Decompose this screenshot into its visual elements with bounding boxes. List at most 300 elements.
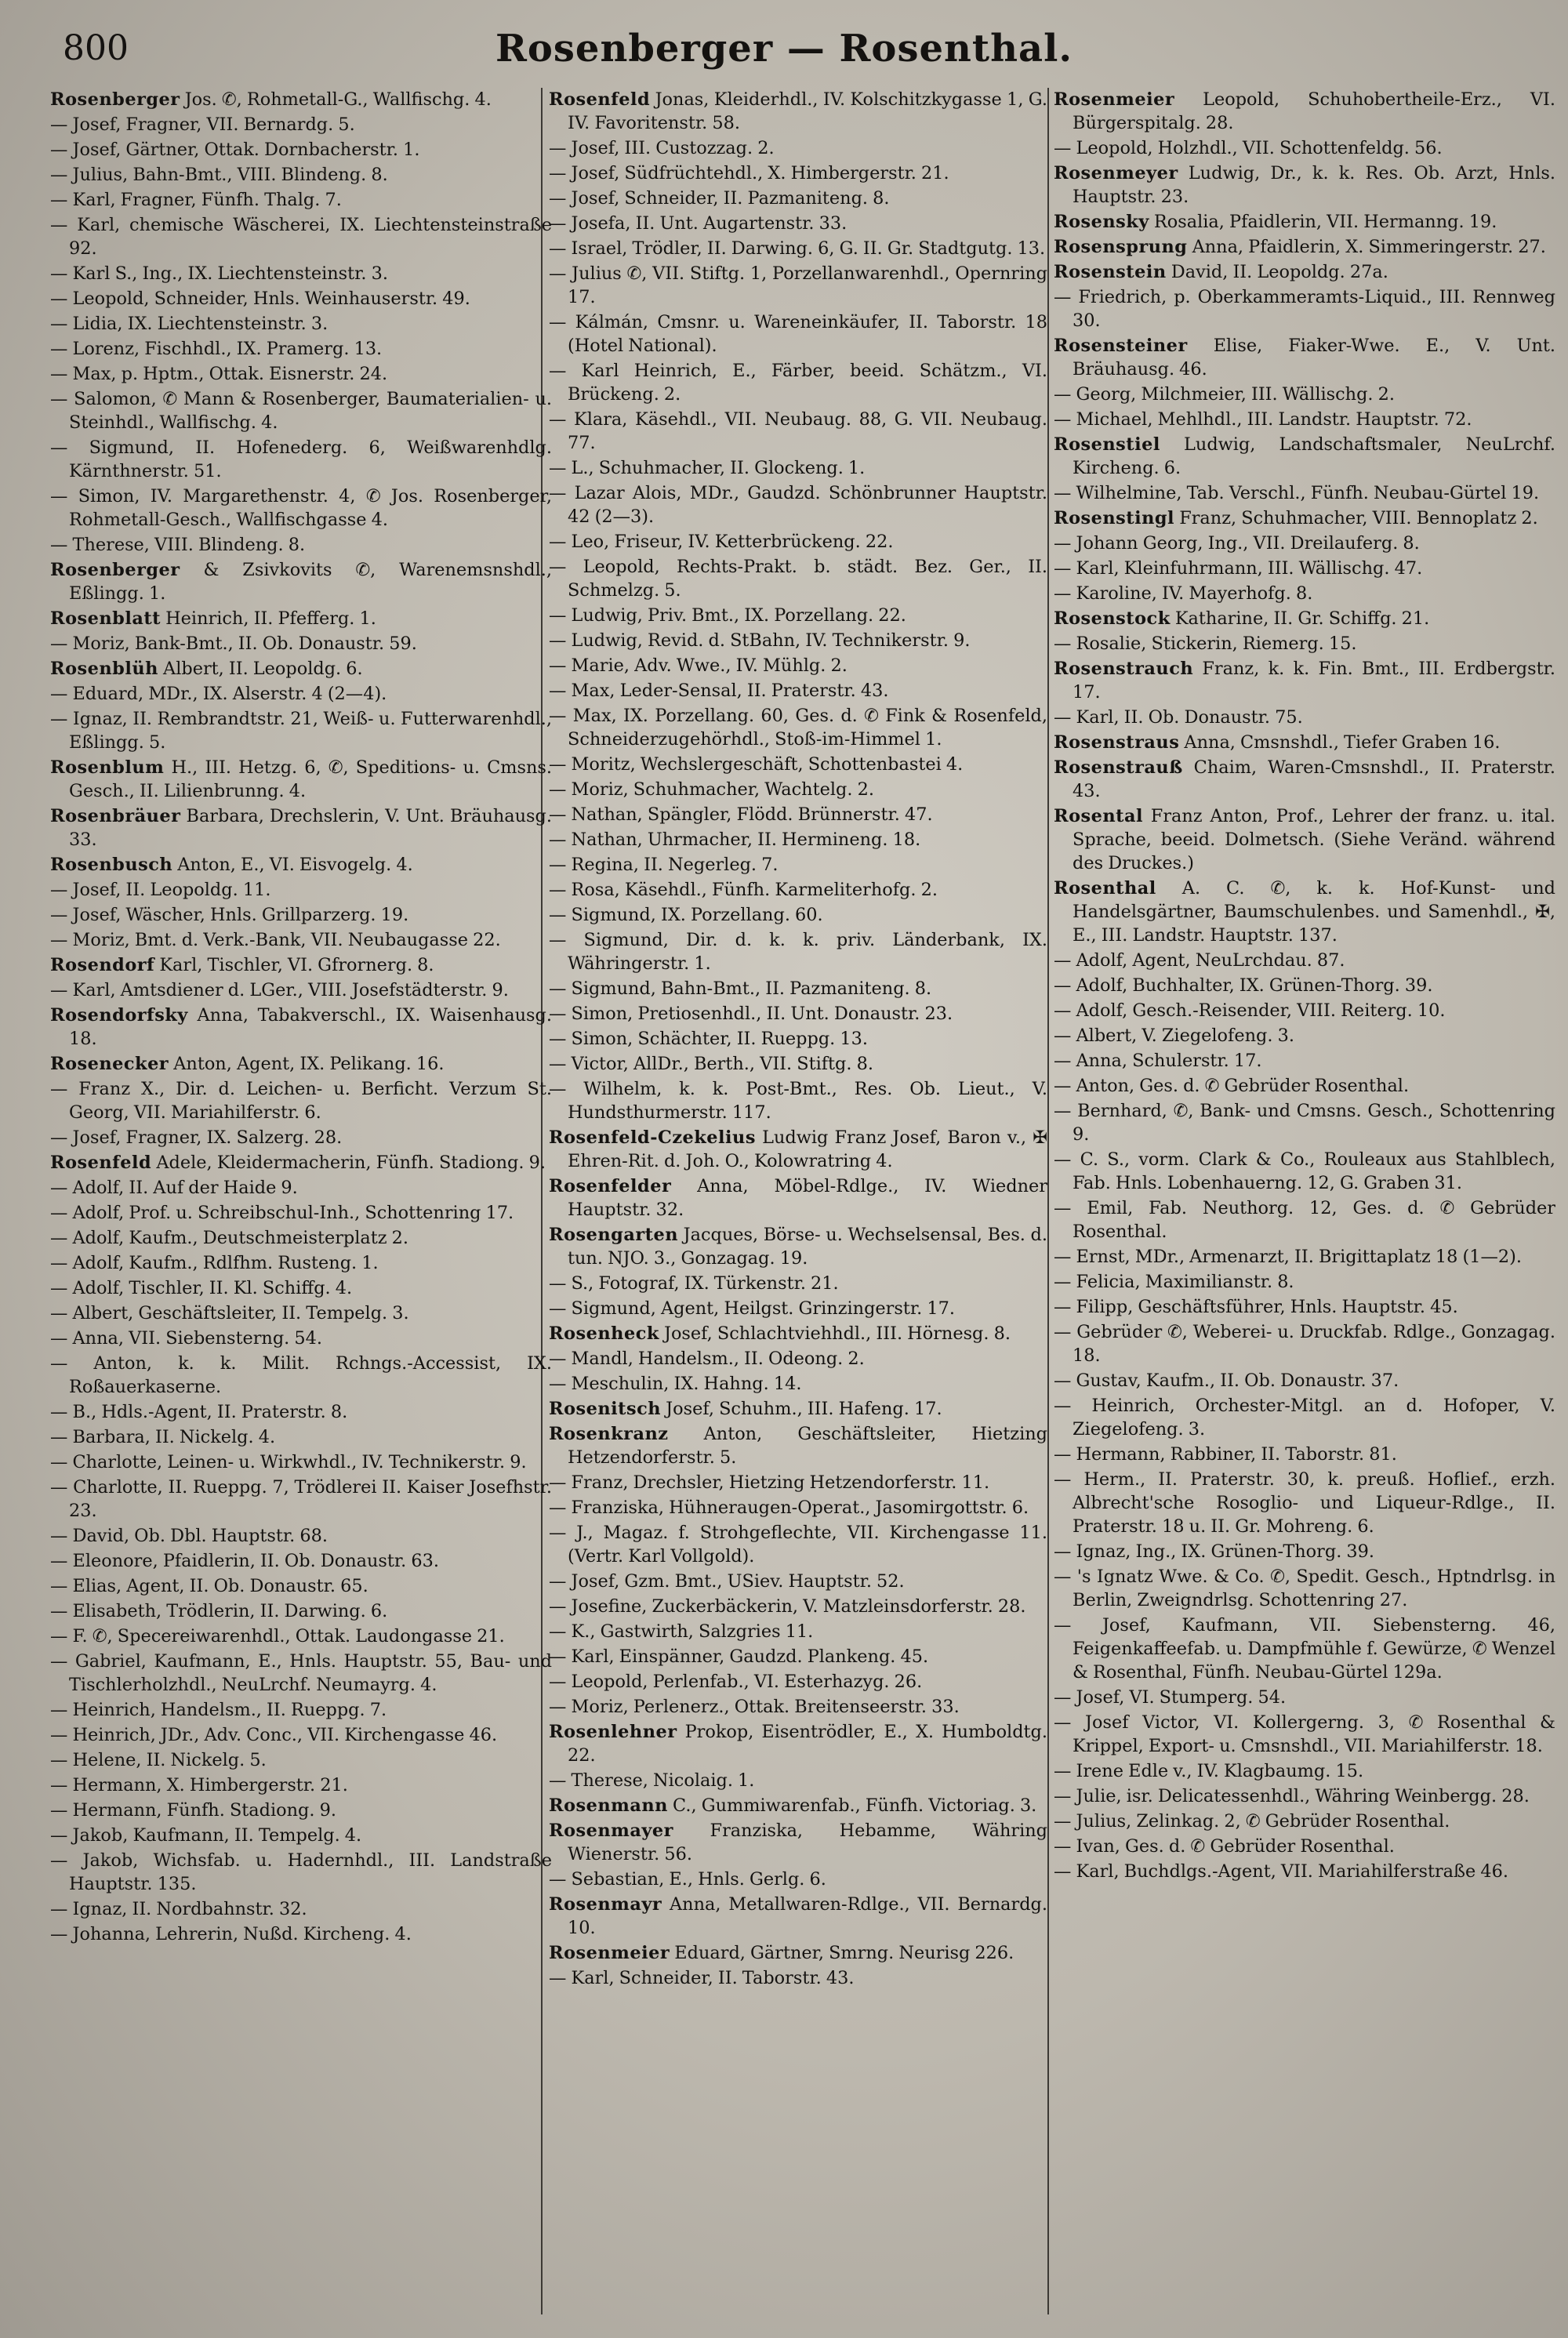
directory-entry [549, 1966, 1047, 1990]
directory-entry [1054, 756, 1555, 803]
directory-entry [50, 1897, 552, 1921]
entry-text: Adele, Kleidermacherin, Fünfh. Stadiong. 9. [151, 1153, 546, 1173]
directory-entry [50, 657, 552, 681]
directory-entry [50, 1276, 552, 1300]
directory-entry [1054, 235, 1555, 259]
directory-entry [1054, 804, 1555, 875]
directory-entry [549, 1720, 1047, 1767]
entry-text: — Hermann, Fünfh. Stadiong. 9. [50, 1800, 336, 1821]
entry-text: — Wilhelm, k. k. Post-Bmt., Res. Ob. Lieut., V. Hundsthurmerstr. 117. [549, 1079, 1047, 1123]
entry-text: — Ivan, Ges. d. ✆ Gebrüder Rosenthal. [1054, 1836, 1395, 1857]
entry-text: Barbara, Drechslerin, V. Unt. Bräuhausg. 33. [69, 806, 552, 850]
directory-entry [50, 1400, 552, 1424]
entry-text: — Eduard, MDr., IX. Alserstr. 4 (2—4). [50, 684, 387, 704]
directory-entry [50, 1201, 552, 1225]
directory-entry [50, 804, 552, 851]
directory-entry [549, 262, 1047, 309]
entry-text: — Meschulin, IX. Hahng. 14. [549, 1374, 802, 1394]
entry-text: — L., Schuhmacher, II. Glockeng. 1. [549, 458, 866, 478]
entry-text: — Simon, IV. Margarethenstr. 4, ✆ Jos. Rosenberger, Rohmetall-Gesch., Wallfischgasse 4. [50, 486, 552, 530]
entry-text: — Karl, chemische Wäscherei, IX. Liechtensteinstraße 92. [50, 215, 552, 259]
entry-text: — Ernst, MDr., Armenarzt, II. Brigittaplatz 18 (1—2). [1054, 1247, 1522, 1267]
directory-entry [549, 903, 1047, 927]
entry-text: — Therese, VIII. Blindeng. 8. [50, 535, 306, 555]
directory-entry [549, 456, 1047, 480]
directory-entry [50, 312, 552, 336]
entry-surname: Rosenbräuer [50, 806, 181, 826]
entry-surname: Rosenfelder [549, 1176, 672, 1196]
entry-text: — Karl, II. Ob. Donaustr. 75. [1054, 707, 1303, 728]
entry-text: — Max, IX. Porzellang. 60, Ges. d. ✆ Fink & Rosenfeld, Schneiderzugehörhdl., Stoß-im-Himmel 1. [549, 706, 1047, 750]
directory-entry [1054, 557, 1555, 580]
directory-entry [1054, 260, 1555, 284]
directory-entry [549, 1570, 1047, 1593]
entry-text: — Ignaz, II. Rembrandtstr. 21, Weiß- u. Futterwarenhdl., Eßlingg. 5. [50, 709, 552, 753]
page-header [0, 22, 1568, 77]
entry-text: — Anton, Ges. d. ✆ Gebrüder Rosenthal. [1054, 1076, 1410, 1096]
directory-entry [50, 262, 552, 285]
entry-text: — Julius, Bahn-Bmt., VIII. Blindeng. 8. [50, 165, 388, 185]
entry-text: — Leopold, Perlenfab., VI. Esterhazyg. 26. [549, 1672, 923, 1692]
directory-entry [549, 928, 1047, 975]
directory-entry [1054, 1074, 1555, 1098]
directory-entry [50, 188, 552, 212]
entry-text: — Sigmund, Dir. d. k. k. priv. Länderbank, IX. Währingerstr. 1. [549, 930, 1047, 974]
entry-text: — Adolf, Gesch.-Reisender, VIII. Reiterg. 10. [1054, 1000, 1446, 1021]
directory-entry [549, 604, 1047, 627]
directory-entry [50, 1723, 552, 1747]
entry-text: — Franz, Drechsler, Hietzing Hetzendorferstr. 11. [549, 1472, 990, 1493]
entry-text: — Josef, VI. Stumperg. 54. [1054, 1687, 1287, 1708]
entry-text: — Leopold, Rechts-Prakt. b. städt. Bez. Ger., II. Schmelzg. 5. [549, 557, 1047, 601]
entry-surname: Rosenthal [1054, 878, 1156, 899]
directory-entry [549, 88, 1047, 135]
directory-entry [1054, 1443, 1555, 1466]
entry-text: — Sebastian, E., Hnls. Gerlg. 6. [549, 1869, 826, 1890]
entry-text: Josef, Schuhm., III. Hafeng. 17. [661, 1399, 942, 1419]
entry-text: Anton, E., VI. Eisvogelg. 4. [172, 855, 413, 875]
directory-entry [549, 1223, 1047, 1270]
entry-text: Ludwig, Landschaftsmaler, NeuLrchf. Kircheng. 6. [1073, 434, 1555, 478]
directory-entry [50, 436, 552, 483]
entry-surname: Rosenstock [1054, 608, 1171, 629]
directory-entry [549, 1422, 1047, 1469]
entry-text: — Simon, Schächter, II. Rueppg. 13. [549, 1029, 869, 1049]
entry-text: Eduard, Gärtner, Smrng. Neurisg 226. [670, 1943, 1014, 1963]
directory-entry [50, 1849, 552, 1896]
entry-surname: Rosenmeier [1054, 89, 1175, 110]
directory-entry [50, 113, 552, 136]
entry-surname: Rosenfeld-Czekelius [549, 1127, 756, 1148]
directory-entry [549, 1126, 1047, 1173]
directory-entry [549, 1002, 1047, 1026]
entry-text: — Franz X., Dir. d. Leichen- u. Berficht. Verzum St. Georg, VII. Mariahilferstr. 6. [50, 1079, 552, 1123]
directory-entry [50, 138, 552, 162]
directory-entry [1054, 1099, 1555, 1146]
entry-surname: Rosenstiel [1054, 434, 1160, 455]
directory-entry [1054, 657, 1555, 704]
directory-entry [50, 878, 552, 902]
directory-entry [50, 1425, 552, 1449]
directory-entry [50, 707, 552, 754]
directory-entry [549, 1052, 1047, 1076]
directory-entry [1054, 1540, 1555, 1563]
directory-entry [549, 1272, 1047, 1295]
directory-entry [1054, 1270, 1555, 1294]
directory-entry [50, 607, 552, 630]
entry-surname: Rosenstraus [1054, 732, 1180, 753]
directory-entry [1054, 433, 1555, 480]
entry-text: — Josef, Fragner, VII. Bernardg. 5. [50, 114, 355, 135]
directory-entry [1054, 1369, 1555, 1392]
entry-text: — Anton, k. k. Milit. Rchngs.-Accessist, IX. Roßauerkaserne. [50, 1353, 552, 1397]
entry-surname: Rosenfeld [50, 1153, 152, 1173]
entry-text: Ludwig, Dr., k. k. Res. Ob. Arzt, Hnls. Hauptstr. 23. [1073, 163, 1555, 207]
directory-entry [549, 359, 1047, 406]
entry-text: — Josef, II. Leopoldg. 11. [50, 880, 271, 900]
directory-entry [549, 1496, 1047, 1519]
directory-entry [1054, 506, 1555, 530]
directory-entry [549, 977, 1047, 1000]
entry-text: Franziska, Hebamme, Währing Wienerstr. 56. [568, 1821, 1047, 1864]
entry-text: — Jakob, Wichsfab. u. Hadernhdl., III. Landstraße Hauptstr. 135. [50, 1850, 552, 1894]
directory-entry [50, 1773, 552, 1797]
directory-entry [1054, 731, 1555, 754]
directory-entry [50, 337, 552, 361]
directory-entry [1054, 1295, 1555, 1319]
entry-surname: Rosenstingl [1054, 508, 1175, 528]
directory-entry [549, 1322, 1047, 1345]
directory-entry [1054, 162, 1555, 209]
entry-text: — Elias, Agent, II. Ob. Donaustr. 65. [50, 1576, 368, 1596]
directory-entry [50, 903, 552, 927]
directory-entry [50, 1077, 552, 1124]
entry-text: — Gustav, Kaufm., II. Ob. Donaustr. 37. [1054, 1370, 1399, 1391]
entry-text: — David, Ob. Dbl. Hauptstr. 68. [50, 1526, 328, 1546]
directory-entry [549, 1595, 1047, 1618]
entry-text: — Leo, Friseur, IV. Ketterbrückeng. 22. [549, 532, 894, 552]
directory-entry [50, 558, 552, 605]
entry-text: — Adolf, II. Auf der Haide 9. [50, 1178, 298, 1198]
directory-entry [549, 1027, 1047, 1051]
entry-text: — Lorenz, Fischhdl., IX. Pramerg. 13. [50, 339, 383, 359]
entry-text: — Josef, Gärtner, Ottak. Dornbacherstr. 1. [50, 140, 420, 160]
directory-entry [50, 533, 552, 557]
directory-entry [1054, 1759, 1555, 1783]
entry-text: Anna, Möbel-Rdlge., IV. Wiedner Hauptstr. 32. [568, 1176, 1047, 1220]
directory-column-3 [1054, 88, 1555, 2314]
directory-entry [549, 828, 1047, 851]
entry-text: Karl, Tischler, VI. Gfrornerg. 8. [154, 955, 434, 975]
directory-entry [1054, 582, 1555, 605]
directory-entry [50, 1476, 552, 1523]
directory-entry [50, 213, 552, 260]
entry-text: — Julius, Zelinkag. 2, ✆ Gebrüder Rosenthal. [1054, 1811, 1450, 1832]
directory-entry [1054, 949, 1555, 972]
directory-entry [50, 853, 552, 877]
directory-entry [549, 1868, 1047, 1891]
directory-entry [549, 1670, 1047, 1694]
directory-entry [50, 1302, 552, 1325]
entry-surname: Rosenecker [50, 1054, 169, 1074]
entry-text: — S., Fotograf, IX. Türkenstr. 21. [549, 1273, 839, 1294]
entry-text: — Julius ✆, VII. Stiftg. 1, Porzellanwarenhdl., Opernring 17. [549, 263, 1047, 307]
entry-text: — Charlotte, II. Rueppg. 7, Trödlerei II. Kaiser Josefhstr. 23. [50, 1477, 552, 1521]
entry-text: — Sigmund, Agent, Heilgst. Grinzingerstr. 17. [549, 1298, 955, 1319]
page-number: 800 [63, 28, 129, 68]
entry-text: Heinrich, II. Pfefferg. 1. [161, 608, 376, 629]
directory-entry [549, 679, 1047, 702]
directory-entry [50, 1004, 552, 1051]
entry-surname: Rosenstrauch [1054, 659, 1194, 679]
entry-text: — Sigmund, II. Hofenederg. 6, Weißwarenhdlg. Kärnthnerstr. 51. [50, 437, 552, 481]
entry-text: — Karl, Amtsdiener d. LGer., VIII. Josefstädterstr. 9. [50, 980, 509, 1000]
directory-entry [1054, 999, 1555, 1022]
directory-entry [50, 953, 552, 977]
directory-entry [50, 1625, 552, 1648]
entry-text: — C. S., vorm. Clark & Co., Rouleaux aus Stahlblech, Fab. Hnls. Lobenhauerng. 12, G. Graben 31. [1054, 1149, 1555, 1193]
entry-text: — Filipp, Geschäftsführer, Hnls. Hauptstr. 45. [1054, 1297, 1458, 1317]
entry-text: — Gabriel, Kaufmann, E., Hnls. Hauptstr. 55, Bau- und Tischlerholzhdl., NeuLrchf. Neumayrg. 4. [50, 1651, 552, 1695]
directory-entry [549, 1397, 1047, 1421]
entry-text: — Josefa, II. Unt. Augartenstr. 33. [549, 213, 848, 234]
entry-text: — Eleonore, Pfaidlerin, II. Ob. Donaustr. 63. [50, 1551, 440, 1571]
entry-surname: Rosendorfsky [50, 1005, 188, 1026]
entry-text: — Karl S., Ing., IX. Liechtensteinstr. 3. [50, 263, 388, 284]
entry-text: H., III. Hetzg. 6, ✆, Speditions- u. Cmsns. Gesch., II. Lilienbrunng. 4. [69, 757, 552, 801]
entry-text: — Friedrich, p. Oberkammeramts-Liquid., III. Rennweg 30. [1054, 287, 1555, 331]
directory-entry [1054, 877, 1555, 947]
directory-entry [549, 530, 1047, 554]
entry-text: — Josef Victor, VI. Kollergerng. 3, ✆ Rosenthal & Krippel, Export- u. Cmsnshdl., VII. Mariahilferstr. 18. [1054, 1712, 1555, 1756]
entry-text: — Karl, Schneider, II. Taborstr. 43. [549, 1968, 855, 1988]
directory-entry [549, 778, 1047, 801]
entry-text: Anna, Metallwaren-Rdlge., VII. Bernardg. 10. [568, 1894, 1047, 1938]
directory-entry [50, 1650, 552, 1697]
directory-entry [1054, 532, 1555, 555]
directory-entry [549, 1941, 1047, 1965]
entry-text: — Nathan, Uhrmacher, II. Hermineng. 18. [549, 830, 921, 850]
directory-entry [50, 1599, 552, 1623]
entry-text: — Ludwig, Revid. d. StBahn, IV. Technikerstr. 9. [549, 630, 971, 651]
entry-text: Franz, Schuhmacher, VIII. Bennoplatz 2. [1174, 508, 1538, 528]
entry-text: — Emil, Fab. Neuthorg. 12, Ges. d. ✆ Gebrüder Rosenthal. [1054, 1198, 1555, 1242]
directory-entry [549, 555, 1047, 602]
entry-text: — Elisabeth, Trödlerin, II. Darwing. 6. [50, 1601, 388, 1621]
directory-entry [50, 163, 552, 187]
entry-text: — Rosa, Käsehdl., Fünfh. Karmeliterhofg. 2. [549, 880, 938, 900]
directory-entry [549, 1794, 1047, 1817]
directory-entry [50, 1126, 552, 1149]
directory-entry [549, 1819, 1047, 1866]
directory-entry [549, 1471, 1047, 1494]
directory-entry [50, 287, 552, 310]
entry-text: — Leopold, Holzhdl., VII. Schottenfeldg. 56. [1054, 138, 1443, 158]
entry-surname: Rosenblatt [50, 608, 162, 629]
directory-entry [50, 1549, 552, 1573]
entry-text: — Helene, II. Nickelg. 5. [50, 1750, 267, 1770]
entry-surname: Rosensky [1054, 212, 1149, 232]
entry-text: — Josef, Gzm. Bmt., USiev. Hauptstr. 52. [549, 1571, 905, 1592]
entry-surname: Rosental [1054, 806, 1144, 826]
entry-surname: Rosenblum [50, 757, 165, 778]
directory-entry [50, 632, 552, 655]
directory-entry [549, 1077, 1047, 1124]
entry-text: — Adolf, Tischler, II. Kl. Schiffg. 4. [50, 1278, 353, 1298]
entry-text: — Josef, Fragner, IX. Salzerg. 28. [50, 1127, 343, 1148]
entry-text: — Karl, Fragner, Fünfh. Thalg. 7. [50, 190, 342, 210]
directory-entry [50, 682, 552, 706]
entry-text: — Therese, Nicolaig. 1. [549, 1770, 755, 1791]
entry-text: — Josef, Wäscher, Hnls. Grillparzerg. 19. [50, 905, 409, 925]
directory-column-1 [50, 88, 552, 2314]
directory-entry [1054, 1565, 1555, 1612]
entry-surname: Rosengarten [549, 1225, 679, 1245]
entry-text: — Ignaz, II. Nordbahnstr. 32. [50, 1899, 307, 1919]
entry-text: — Johanna, Lehrerin, Nußd. Kircheng. 4. [50, 1924, 412, 1944]
entry-text: — Josef, Kaufmann, VII. Siebensterng. 46, Feigenkaffeefab. u. Dampfmühle f. Gewürze, ✆ Wenzel & Rosenthal, Fünfh. Neubau-Gürtel 129a. [1054, 1615, 1555, 1683]
directory-entry [50, 756, 552, 803]
directory-entry [1054, 408, 1555, 431]
entry-text: — Adolf, Kaufm., Deutschmeisterplatz 2. [50, 1228, 409, 1248]
entry-text: — Lidia, IX. Liechtensteinstr. 3. [50, 314, 328, 334]
entry-surname: Rosenstein [1054, 262, 1167, 282]
entry-text: — Barbara, II. Nickelg. 4. [50, 1427, 276, 1447]
entry-surname: Rosenberger [50, 560, 180, 580]
directory-entry [50, 362, 552, 386]
entry-surname: Rosenfeld [549, 89, 651, 110]
directory-entry [50, 1251, 552, 1275]
directory-entry [1054, 1614, 1555, 1684]
entry-text: — Nathan, Spängler, Flödd. Brünnerstr. 47. [549, 804, 933, 825]
entry-text: — Israel, Trödler, II. Darwing. 6, G. II. Gr. Stadtgutg. 13. [549, 238, 1046, 259]
directory-entry [549, 1297, 1047, 1320]
entry-surname: Rosenheck [549, 1323, 659, 1344]
directory-entry [1054, 1711, 1555, 1758]
entry-text: — Josef, III. Custozzag. 2. [549, 138, 775, 158]
entry-text: Jacques, Börse- u. Wechselsensal, Bes. d. tun. NJO. 3., Gonzagag. 19. [568, 1225, 1047, 1269]
directory-column-2 [549, 88, 1047, 2314]
entry-text: — B., Hdls.-Agent, II. Praterstr. 8. [50, 1402, 348, 1422]
directory-entry [50, 1052, 552, 1076]
entry-surname: Rosensteiner [1054, 336, 1188, 356]
entry-text: — Wilhelmine, Tab. Verschl., Fünfh. Neubau-Gürtel 19. [1054, 483, 1540, 503]
entry-text: — Kálmán, Cmsnr. u. Wareneinkäufer, II. Taborstr. 18 (Hotel National). [549, 312, 1047, 356]
entry-text: — Karoline, IV. Mayerhofg. 8. [1054, 583, 1313, 604]
directory-entry [1054, 1196, 1555, 1243]
entry-surname: Rosensprung [1054, 237, 1188, 257]
entry-text: — Heinrich, Handelsm., II. Rueppg. 7. [50, 1700, 387, 1720]
entry-text: — Lazar Alois, MDr., Gaudzd. Schönbrunner Hauptstr. 42 (2—3). [549, 483, 1047, 527]
entry-text: — Michael, Mehlhdl., III. Landstr. Hauptstr. 72. [1054, 409, 1472, 430]
entry-text: Anton, Agent, IX. Pelikang. 16. [169, 1054, 445, 1074]
directory-entry [50, 1327, 552, 1350]
entry-text: — Sigmund, IX. Porzellang. 60. [549, 905, 823, 925]
directory-entry [50, 1151, 552, 1174]
entry-text: Albert, II. Leopoldg. 6. [158, 659, 363, 679]
entry-text: — Karl, Buchdlgs.-Agent, VII. Mariahilferstraße 46. [1054, 1861, 1508, 1882]
entry-text: — J., Magaz. f. Strohgeflechte, VII. Kirchengasse 11. (Vertr. Karl Vollgold). [549, 1523, 1047, 1567]
entry-text: Anna, Pfaidlerin, X. Simmeringerstr. 27. [1187, 237, 1546, 257]
entry-surname: Rosenmann [549, 1795, 668, 1816]
entry-surname: Rosendorf [50, 955, 155, 975]
entry-text: — Hermann, X. Himbergerstr. 21. [50, 1775, 348, 1795]
directory-entry [549, 408, 1047, 455]
directory-entry [1054, 1024, 1555, 1047]
entry-text: — Ludwig, Priv. Bmt., IX. Porzellang. 22. [549, 605, 906, 626]
entry-text: Anna, Tabakverschl., IX. Waisenhausg. 18. [69, 1005, 552, 1049]
entry-text: — Karl, Einspänner, Gaudzd. Plankeng. 45. [549, 1646, 929, 1667]
entry-text: — Albert, V. Ziegelofeng. 3. [1054, 1026, 1294, 1046]
directory-entry [549, 878, 1047, 902]
running-head: Rosenberger — Rosenthal. [495, 27, 1073, 71]
entry-text: — Albert, Geschäftsleiter, II. Tempelg. 3. [50, 1303, 409, 1323]
directory-entry [50, 387, 552, 434]
entry-text: — Max, p. Hptm., Ottak. Eisnerstr. 24. [50, 364, 388, 384]
directory-entry [549, 1174, 1047, 1222]
entry-text: — Adolf, Prof. u. Schreibschul-Inh., Schottenring 17. [50, 1203, 514, 1223]
directory-entry [1054, 1835, 1555, 1858]
directory-entry [1054, 1860, 1555, 1883]
entry-text: Josef, Schlachtviehhdl., III. Hörnesg. 8. [659, 1323, 1011, 1344]
entry-text: — Rosalie, Stickerin, Riemerg. 15. [1054, 634, 1357, 654]
directory-entry [549, 654, 1047, 677]
directory-entry [1054, 1468, 1555, 1538]
directory-entry [50, 1226, 552, 1250]
entry-text: — Moriz, Bank-Bmt., II. Ob. Donaustr. 59. [50, 634, 417, 654]
entry-text: — Franziska, Hühneraugen-Operat., Jasomirgottstr. 6. [549, 1498, 1029, 1518]
entry-text: — Moriz, Perlenerz., Ottak. Breitenseerstr. 33. [549, 1697, 960, 1717]
entry-text: — Karl, Kleinfuhrmann, III. Wällischg. 47. [1054, 558, 1423, 579]
entry-text: — Adolf, Kaufm., Rdlfhm. Rusteng. 1. [50, 1253, 379, 1273]
entry-text: Elise, Fiaker-Wwe. E., V. Unt. Bräuhausg. 46. [1073, 336, 1555, 379]
entry-surname: Rosenmeyer [1054, 163, 1178, 183]
directory-entry [50, 1922, 552, 1946]
directory-entry [1054, 632, 1555, 655]
entry-text: — Marie, Adv. Wwe., IV. Mühlg. 2. [549, 655, 848, 676]
directory-entry [549, 162, 1047, 185]
directory-entry [549, 629, 1047, 652]
entry-text: — Moritz, Wechslergeschäft, Schottenbastei 4. [549, 754, 964, 775]
entry-text: — Anna, Schulerstr. 17. [1054, 1051, 1262, 1071]
entry-text: — Victor, AllDr., Berth., VII. Stiftg. 8. [549, 1054, 873, 1074]
directory-entry [549, 704, 1047, 751]
directory-entry [1054, 88, 1555, 135]
entry-text: — K., Gastwirth, Salzgries 11. [549, 1621, 814, 1642]
directory-entry [549, 803, 1047, 826]
directory-entry [549, 1645, 1047, 1668]
directory-entry [549, 1521, 1047, 1568]
entry-text: — Charlotte, Leinen- u. Wirkwhdl., IV. Technikerstr. 9. [50, 1452, 527, 1472]
entry-text: Katharine, II. Gr. Schiffg. 21. [1170, 608, 1430, 629]
directory-entry [50, 88, 552, 111]
directory-entry [1054, 706, 1555, 729]
entry-text: — Irene Edle v., IV. Klagbaumg. 15. [1054, 1761, 1364, 1781]
entry-text: — Jakob, Kaufmann, II. Tempelg. 4. [50, 1825, 362, 1846]
entry-surname: Rosenstrauß [1054, 757, 1183, 778]
directory-entry [50, 1799, 552, 1822]
entry-text: — Adolf, Agent, NeuLrchdau. 87. [1054, 950, 1345, 971]
entry-text: — Georg, Milchmeier, III. Wällischg. 2. [1054, 384, 1396, 405]
entry-text: Franz, k. k. Fin. Bmt., III. Erdbergstr. 17. [1073, 659, 1555, 702]
entry-text: — 's Ignatz Wwe. & Co. ✆, Spedit. Gesch., Hptndrlsg. in Berlin, Zweigndrlsg. Schottenring 27. [1054, 1567, 1555, 1610]
entry-text: — Simon, Pretiosenhdl., II. Unt. Donaustr. 23. [549, 1004, 953, 1024]
directory-entry [1054, 481, 1555, 505]
directory-entry [1054, 1686, 1555, 1709]
directory-entry [549, 1372, 1047, 1396]
directory-entry [549, 1620, 1047, 1643]
directory-entry [1054, 1810, 1555, 1833]
